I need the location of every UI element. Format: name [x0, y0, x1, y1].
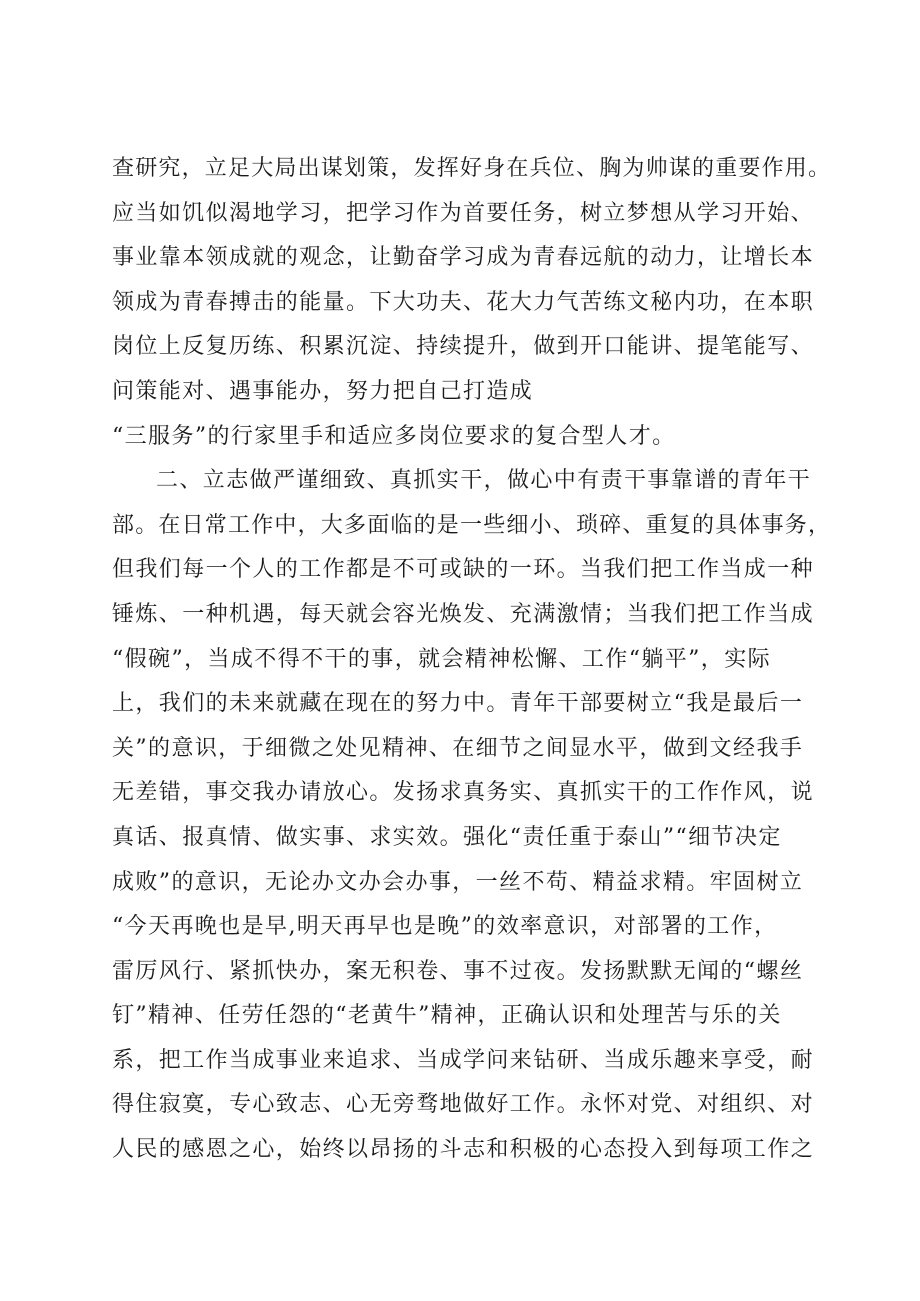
text-line: 雷厉风行、紧抓快办，案无积卷、事不过夜。发扬默默无闻的“螺丝 — [112, 958, 804, 984]
text-line: 应当如饥似渴地学习，把学习作为首要任务，树立梦想从学习开始、 — [112, 200, 815, 226]
text-line: 无差错，事交我办请放心。发扬求真务实、真抓实干的工作作风，说 — [112, 780, 815, 806]
section-heading-line: 二、立志做严谨细致、真抓实干，做心中有责干事靠谱的青年干 — [156, 468, 812, 494]
text-line: 事业靠本领成就的观念，让勤奋学习成为青春远航的动力，让增长本 — [112, 245, 815, 271]
text-line: 锤炼、一种机遇，每天就会容光焕发、充满激情；当我们把工作当成 — [112, 601, 815, 627]
text-line: 关”的意识，于细微之处见精神、在细节之间显水平，做到文经我手 — [112, 735, 804, 761]
text-line: 查研究，立足大局出谋划策，发挥好身在兵位、胸为帅谋的重要作用。 — [112, 156, 832, 181]
text-line: 但我们每一个人的工作都是不可或缺的一环。当我们把工作当成一种 — [112, 557, 815, 583]
text-line: 钉”精神、任劳任怨的“老黄牛”精神，正确认识和处理苦与乐的关 — [112, 1003, 782, 1029]
text-line: “三服务”的行家里手和适应多岗位要求的复合型人才。 — [112, 423, 676, 449]
text-line: “假碗”，当成不得不干的事，就会精神松懈、工作“躺平”，实际 — [112, 646, 771, 672]
text-line: 领成为青春搏击的能量。下大功夫、花大力气苦练文秘内功，在本职 — [112, 289, 815, 315]
text-line: 上，我们的未来就藏在现在的努力中。青年干部要树立“我是最后一 — [112, 691, 804, 717]
text-line: 部。在日常工作中，大多面临的是一些细小、琐碎、重复的具体事务， — [112, 512, 832, 538]
text-line: 成败”的意识，无论办文办会办事，一丝不苟、精益求精。牢固树立 — [112, 869, 804, 895]
text-line: 问策能对、遇事能办，努力把自己打造成 — [112, 378, 534, 404]
text-line: 真话、报真情、做实事、求实效。强化“责任重于泰山”“细节决定 — [112, 824, 782, 850]
body-text — [112, 147, 832, 1173]
text-line: 系，把工作当成事业来追求、当成学问来钻研、当成乐趣来享受，耐 — [112, 1047, 815, 1073]
text-line: 得住寂寞，专心致志、心无旁骛地做好工作。永怀对党、对组织、对 — [112, 1092, 815, 1118]
text-line: “今天再晚也是早,明天再早也是晚”的效率意识，对部署的工作， — [112, 914, 778, 940]
text-line: 岗位上反复历练、积累沉淀、持续提升，做到开口能讲、提笔能写、 — [112, 334, 815, 360]
text-line: 人民的感恩之心，始终以昂扬的斗志和积极的心态投入到每项工作之 — [112, 1137, 815, 1163]
